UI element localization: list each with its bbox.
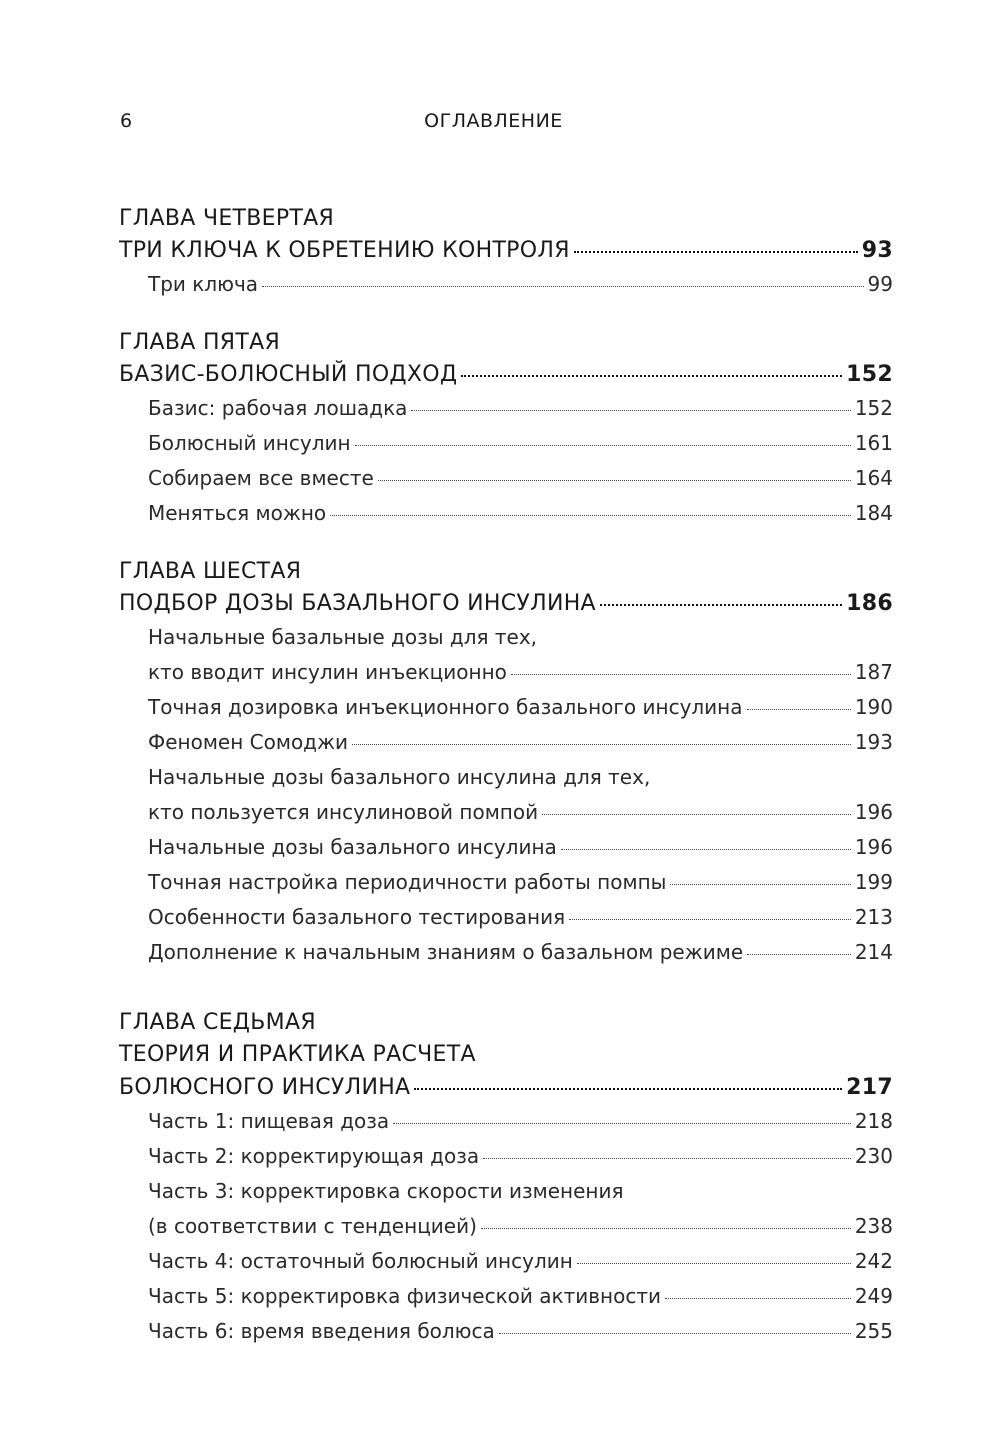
chapter-6 bbox=[119, 557, 893, 970]
chapter-title-entry[interactable] bbox=[119, 358, 893, 391]
chapter-page-number: 186 bbox=[846, 591, 893, 616]
section-page-number: 187 bbox=[854, 660, 893, 684]
dot-leader bbox=[414, 1088, 842, 1090]
chapter-7 bbox=[119, 1008, 893, 1349]
dot-leader bbox=[393, 1123, 851, 1124]
toc-entry[interactable] bbox=[119, 725, 893, 760]
chapter-title-entry[interactable] bbox=[119, 587, 893, 620]
dot-leader bbox=[378, 480, 851, 481]
toc-entry[interactable] bbox=[119, 900, 893, 935]
section-title: Начальные дозы базального инсулина bbox=[148, 835, 557, 859]
dot-leader bbox=[670, 884, 850, 885]
section-title: Часть 6: время введения болюса bbox=[148, 1319, 495, 1343]
chapter-title-entry[interactable] bbox=[119, 234, 893, 267]
chapter-title: БАЗИС-БОЛЮСНЫЙ ПОДХОД bbox=[119, 362, 458, 387]
section-page-number: 193 bbox=[854, 730, 893, 754]
dot-leader bbox=[481, 1228, 851, 1229]
section-title: Часть 2: корректирующая доза bbox=[148, 1144, 480, 1168]
dot-leader bbox=[355, 445, 851, 446]
section-page-number: 164 bbox=[854, 466, 893, 490]
toc-entry[interactable] bbox=[119, 391, 893, 426]
section-page-number: 242 bbox=[854, 1249, 893, 1273]
section-title-first-line: Начальные базальные дозы для тех, bbox=[148, 625, 538, 649]
section-title: Часть 1: пищевая доза bbox=[148, 1109, 390, 1133]
dot-leader bbox=[511, 674, 851, 675]
dot-leader bbox=[483, 1158, 851, 1159]
section-title: Часть 4: остаточный болюсный инсулин bbox=[148, 1249, 573, 1273]
toc-entry[interactable] bbox=[119, 1209, 893, 1244]
dot-leader bbox=[577, 1263, 851, 1264]
section-page-number: 230 bbox=[854, 1144, 893, 1168]
toc-entry[interactable] bbox=[119, 795, 893, 830]
toc-entry[interactable] bbox=[119, 655, 893, 690]
section-page-number: 255 bbox=[854, 1319, 893, 1343]
toc-entry[interactable] bbox=[119, 1244, 893, 1279]
toc-entry[interactable] bbox=[119, 935, 893, 970]
section-title: Собираем все вместе bbox=[148, 466, 374, 490]
section-title-first-line: Часть 3: корректировка скорости изменения bbox=[148, 1179, 624, 1203]
chapter-4 bbox=[119, 204, 893, 302]
section-page-number: 99 bbox=[867, 272, 893, 296]
toc-entry[interactable] bbox=[119, 426, 893, 461]
section-page-number: 196 bbox=[854, 800, 893, 824]
section-title: Дополнение к начальным знаниям о базальном режиме bbox=[148, 940, 744, 964]
dot-leader bbox=[747, 709, 851, 710]
chapter-page-number: 217 bbox=[846, 1075, 893, 1100]
section-page-number: 190 bbox=[854, 695, 893, 719]
section-title: Особенности базального тестирования bbox=[148, 905, 566, 929]
chapter-label: ГЛАВА СЕДЬМАЯ bbox=[119, 1010, 316, 1035]
dot-leader bbox=[499, 1333, 851, 1334]
chapter-page-number: 93 bbox=[861, 238, 893, 263]
section-title: Меняться можно bbox=[148, 501, 327, 525]
section-title: кто пользуется инсулиновой помпой bbox=[148, 800, 539, 824]
section-title: Болюсный инсулин bbox=[148, 431, 351, 455]
chapter-title: ТРИ КЛЮЧА К ОБРЕТЕНИЮ КОНТРОЛЯ bbox=[119, 238, 570, 263]
toc-entry[interactable] bbox=[119, 1139, 893, 1174]
section-page-number: 196 bbox=[854, 835, 893, 859]
section-title: Феномен Сомоджи bbox=[148, 730, 349, 754]
chapter-label: ГЛАВА ПЯТАЯ bbox=[119, 330, 281, 355]
page-number: 6 bbox=[120, 110, 133, 132]
chapter-page-number: 152 bbox=[846, 362, 893, 387]
table-of-contents bbox=[119, 204, 893, 1375]
dot-leader bbox=[352, 744, 851, 745]
dot-leader bbox=[461, 375, 842, 377]
section-page-number: 249 bbox=[854, 1284, 893, 1308]
dot-leader bbox=[600, 604, 842, 606]
toc-entry[interactable] bbox=[119, 690, 893, 725]
toc-entry[interactable] bbox=[119, 1104, 893, 1139]
section-page-number: 184 bbox=[854, 501, 893, 525]
dot-leader bbox=[561, 849, 851, 850]
chapter-label: ГЛАВА ШЕСТАЯ bbox=[119, 559, 302, 584]
chapter-label: ГЛАВА ЧЕТВЕРТАЯ bbox=[119, 206, 335, 231]
dot-leader bbox=[330, 515, 851, 516]
running-head: ОГЛАВЛЕНИЕ bbox=[424, 110, 563, 132]
dot-leader bbox=[747, 954, 851, 955]
section-title: (в соответствии с тенденцией) bbox=[148, 1214, 477, 1238]
chapter-title-first-line: ТЕОРИЯ И ПРАКТИКА РАСЧЕТА bbox=[119, 1042, 476, 1067]
section-page-number: 214 bbox=[854, 940, 893, 964]
toc-entry[interactable] bbox=[119, 267, 893, 302]
toc-entry[interactable] bbox=[119, 865, 893, 900]
section-page-number: 161 bbox=[854, 431, 893, 455]
toc-entry[interactable] bbox=[119, 496, 893, 531]
section-page-number: 213 bbox=[854, 905, 893, 929]
dot-leader bbox=[569, 919, 851, 920]
dot-leader bbox=[574, 251, 858, 253]
toc-entry[interactable] bbox=[119, 1279, 893, 1314]
section-page-number: 238 bbox=[854, 1214, 893, 1238]
section-title: кто вводит инсулин инъекционно bbox=[148, 660, 507, 684]
toc-entry[interactable] bbox=[119, 461, 893, 496]
dot-leader bbox=[542, 814, 851, 815]
section-page-number: 152 bbox=[854, 396, 893, 420]
chapter-title: БОЛЮСНОГО ИНСУЛИНА bbox=[119, 1075, 411, 1100]
section-title: Три ключа bbox=[148, 272, 259, 296]
chapter-5 bbox=[119, 328, 893, 531]
chapter-title: ПОДБОР ДОЗЫ БАЗАЛЬНОГО ИНСУЛИНА bbox=[119, 591, 596, 616]
section-title: Точная настройка периодичности работы помпы bbox=[148, 870, 667, 894]
dot-leader bbox=[665, 1298, 851, 1299]
chapter-title-entry[interactable] bbox=[119, 1071, 893, 1104]
section-page-number: 199 bbox=[854, 870, 893, 894]
dot-leader bbox=[262, 286, 864, 287]
section-title: Часть 5: корректировка физической активности bbox=[148, 1284, 661, 1308]
dot-leader bbox=[411, 410, 850, 411]
toc-entry[interactable] bbox=[119, 1314, 893, 1349]
toc-entry[interactable] bbox=[119, 830, 893, 865]
section-title: Базис: рабочая лошадка bbox=[148, 396, 408, 420]
section-title-first-line: Начальные дозы базального инсулина для тех, bbox=[148, 765, 651, 789]
section-page-number: 218 bbox=[854, 1109, 893, 1133]
section-title: Точная дозировка инъекционного базального инсулина bbox=[148, 695, 743, 719]
